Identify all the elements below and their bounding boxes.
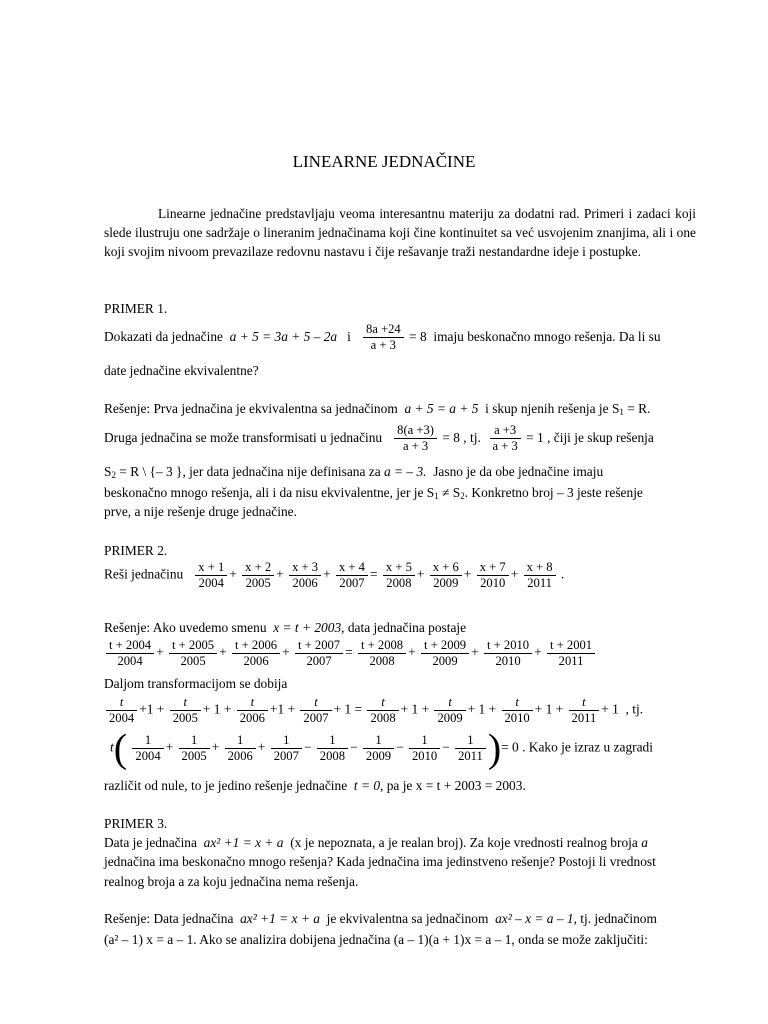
primer2-daljom: Daljom transformacijom se dobija xyxy=(104,676,288,691)
primer1-heading: PRIMER 1. xyxy=(104,301,168,316)
primer3-solution-line1: Rešenje: Data jednačina ax² +1 = x + a je ekvivalentna sa jednačinom ax² – x = a – 1, tj. jednačinom xyxy=(104,911,657,926)
primer3-line3: realnog broja a za koju jednačina nema rešenja. xyxy=(104,874,359,889)
primer2-conclusion: različit od nule, to je jedino rešenje jednačine t = 0, pa je x = t + 2003 = 2003. xyxy=(104,778,526,793)
primer3-solution-line2: (a² – 1) x = a – 1. Ako se analizira dobijena jednačina (a – 1)(a + 1)x = a – 1, onda se može zaključiti: xyxy=(104,932,648,947)
primer3-heading: PRIMER 3. xyxy=(104,816,168,831)
primer3-line2: jednačina ima beskonačno mnogo rešenja? Kada jednačina ima jedinstveno rešenje? Postoji li vrednost xyxy=(104,854,656,869)
primer3-line1: Data je jednačina ax² +1 = x + a (x je nepoznata, a je realan broj). Za koje vrednosti realnog broja a xyxy=(104,835,648,850)
primer2-heading: PRIMER 2. xyxy=(104,543,168,558)
primer1-statement-line: Dokazati da jednačine a + 5 = 3a + 5 – 2a i $\frac{8a +24}{a + 3}$ = 8 imaju beskonačno mnogo rešenja. Da li su xyxy=(104,322,661,353)
intro-paragraph: Linearne jednačine predstavljaju veoma interesantnu materiju za dodatni rad. Primeri i zadaci koji slede ilustruju one sadržaje o lineranim jednačinama koji čine kontinuitet sa već usvojenim znanjima, ali i one koji svojim nivoom prevazilaze redovnu nastavu i čije rešavanje traži nestandardne ideje i postupke. xyxy=(104,206,696,259)
primer2-factored-equation: t( $\frac{1}{2004}$ + $\frac{1}{2005}$ + $\frac{1}{2006}$ + $\frac{1}{2007}$ − $\frac{1}{2008}$ − $\frac{1}{2009}$ − $\frac{1}{2010}$ − $\frac{1}{2011}$ )= 0 . Kako je izraz u zagradi xyxy=(110,725,653,771)
primer1-solution-line2: Druga jednačina se može transformisati u jednačinu $\frac{8(a +3)}{a + 3}$ = 8 , tj. $\frac{a +3}{a + 3}$ = 1 , čiji je skup rešenja xyxy=(104,423,654,454)
primer1-fraction: $\frac{8a +24}{a + 3}$ xyxy=(363,322,404,353)
primer1-solution-line1: Rešenje: Prva jednačina je ekvivalentna sa jednačinom a + 5 = a + 5 i skup njenih rešenja je $S_1 = R$. xyxy=(104,401,651,417)
primer1-solution-line5: prve, a nije rešenje druge jednačine. xyxy=(104,504,297,519)
primer2-t-equation: $\frac{t + 2004}{2004}$ + $\frac{t + 2005}{2005}$ + $\frac{t + 2006}{2006}$ + $\frac{t + 2007}{2007}$ = $\frac{t + 2008}{2008}$ + $\frac{t + 2009}{2009}$ + $\frac{t + 2010}{2010}$ + $\frac{t + 2001}{2011}$ xyxy=(104,638,704,669)
primer1-solution-line3: $S_2 = R$ \ {– 3 }, jer data jednačina nije definisana za a = – 3. Jasno je da obe jednačine imaju xyxy=(104,464,604,480)
primer1-question: date jednačine ekvivalentne? xyxy=(104,363,259,378)
primer1-fraction-3: $\frac{a +3}{a + 3}$ xyxy=(490,423,521,454)
primer1-fraction-2: $\frac{8(a +3)}{a + 3}$ xyxy=(394,423,437,454)
primer1-eq1: a + 5 = 3a + 5 – 2a xyxy=(229,329,338,344)
primer2-equation: Reši jednačinu $\frac{x + 1}{2004}$ + $\frac{x + 2}{2005}$ + $\frac{x + 3}{2006}$ + $\frac{x + 4}{2007}$ = $\frac{x + 5}{2008}$ + $\frac{x + 6}{2009}$ + $\frac{x + 7}{2010}$ + $\frac{x + 8}{2011}$ . xyxy=(104,560,565,590)
primer1-solution-line4: beskonačno mnogo rešenja, ali i da nisu ekvivalentne, jer je $S_1 \ne S_2$. Konkretno broj – 3 jeste rešenje xyxy=(104,485,643,501)
page-title: LINEARNE JEDNAČINE xyxy=(292,152,476,171)
primer2-t-plus-one-equation: $\frac{t}{2004}$ +1 + $\frac{t}{2005}$ + 1 + $\frac{t}{2006}$ +1 + $\frac{t}{2007}$ + 1 = $\frac{t}{2008}$ + 1 + $\frac{t}{2009}$ + 1 + $\frac{t}{2010}$ + 1 + $\frac{t}{2011}$ + 1 , tj. xyxy=(104,695,704,726)
primer2-substitution: Rešenje: Ako uvedemo smenu x = t + 2003, data jednačina postaje xyxy=(104,620,467,635)
